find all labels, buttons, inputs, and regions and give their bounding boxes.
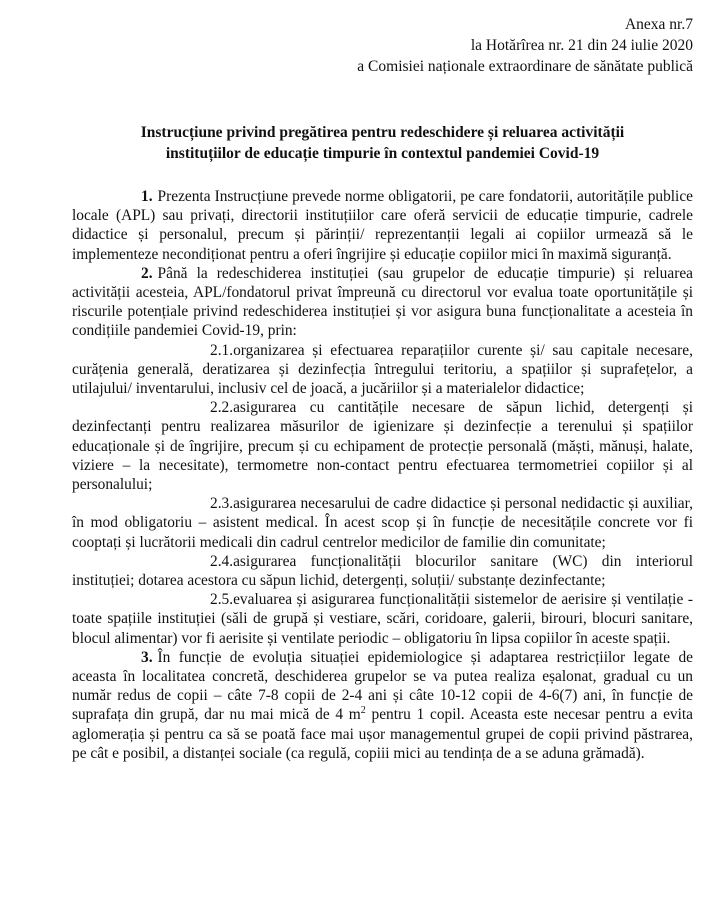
section-2 (72, 264, 693, 341)
title-line-2: instituțiilor de educație timpurie în contextul pandemiei Covid-19 (165, 145, 600, 162)
section-1 (72, 187, 693, 264)
section-text: Prezenta Instrucțiune prevede norme obligatorii, pe care fondatorii, autoritățile publice locale (APL) sau privați, directorii instituțiilor care oferă servicii de educație timpurie, cadrele didactice și personalul, precum și părinții/ reprezentanții legali ai copiilor urmează să le implementeze necondiționat pentru a oferi îngrijire și educație copiilor mici în maximă siguranță. (72, 188, 693, 263)
document-title (72, 122, 693, 164)
section-number: 1. (141, 188, 153, 205)
section-2-1 (72, 341, 693, 399)
annex-number: Anexa nr.7 (624, 16, 693, 33)
section-number: 3. (141, 648, 153, 666)
section-text-a: În funcție de evoluția situației epidemiologice și adaptarea restricțiilor legate de aceasta în localitatea concretă, deschiderea grupelor se va putea realiza eșalonat, gradual cu un număr redus de copii – câte 7-8 copii de 2-4 ani și câte 10-12 copii de 4-6(7) ani, în funcție de suprafața din grupă, dar nu mai mică de 4 m (72, 648, 693, 724)
subsection-number: 2.1. (210, 341, 234, 359)
superscript-2: 2 (360, 705, 366, 717)
section-2-4 (72, 552, 693, 590)
section-text: Până la redeschiderea instituției (sau grupelor de educație timpurie) și reluarea activității acesteia, APL/fondatorul privat împreună cu directorul vor evalua toate oportunitățile și riscurile potențiale privind redeschiderea instituției și vor asigura buna funcționalitate a acesteia în condițiile pandemiei Covid-19, prin: (72, 264, 693, 340)
section-2-2 (72, 398, 693, 494)
subsection-number: 2.5. (210, 591, 234, 609)
section-3 (72, 648, 693, 763)
section-number: 2. (141, 264, 153, 282)
document-body (72, 187, 693, 763)
section-2-3 (72, 494, 693, 552)
subsection-text: organizarea și efectuarea reparațiilor curente și/ sau capitale necesare, curățenia generală, deratizarea și dezinfecția întregului teritoriu, a spațiilor și suprafețelor, a utilajului/ inventarului, inclusiv cel de joacă, a jucăriilor și a materialelor didactice; (72, 341, 693, 398)
section-2-5 (72, 590, 693, 648)
annex-decision: la Hotărîrea nr. 21 din 24 iulie 2020 (470, 37, 693, 54)
annex-commission: a Comisiei naționale extraordinare de sănătate publică (357, 58, 693, 75)
subsection-number: 2.3. (210, 495, 234, 513)
subsection-text: asigurarea funcționalității blocurilor sanitare (WC) din interiorul instituției; dotarea acestora cu săpun lichid, detergenți, soluții/ substanțe dezinfectante; (72, 552, 693, 590)
subsection-text: asigurarea necesarului de cadre didactice și personal nedidactic și auxiliar, în mod obligatoriu – asistent medical. În acest scop și în funcție de necesitățile concrete vor fi cooptați și lucrătorii medicali din cadrul centrelor medicilor de familie din comunitate; (72, 495, 693, 551)
subsection-text: asigurarea cu cantitățile necesare de săpun lichid, detergenți și dezinfectanți pentru realizarea măsurilor de igienizare și dezinfecție a terenului și spațiilor educaționale și de îngrijire, precum și cu echipament de protecție personală (măști, mănuși, halate, viziere – la necesitate), termometre non-contact pentru efectuarea termometriei copiilor și al personalului; (72, 399, 693, 494)
subsection-text: evaluarea și asigurarea funcționalității sistemelor de aerisire și ventilație - toate spațiile instituției (săli de grupă și vestiare, scări, coridoare, galerii, birouri, blocuri sanitare, blocul alimentar) vor fi aerisite și ventilate periodic – obligatoriu în lipsa copiilor în aceste spații. (72, 591, 693, 647)
title-line-1: Instrucțiune privind pregătirea pentru redeschidere și reluarea activității (140, 124, 625, 141)
subsection-number: 2.4. (210, 552, 234, 570)
annex-header (72, 14, 693, 77)
subsection-number: 2.2. (210, 399, 234, 417)
section-text-b: pentru 1 copil. Aceasta este necesar pentru a evita aglomerația și pentru ca să se poată face mai ușor managementul grupei de copii privind păstrarea, pe cât e posibil, a distanței sociale (ca regulă, copiii mici au tendința de a se aduna grămadă). (72, 706, 693, 762)
